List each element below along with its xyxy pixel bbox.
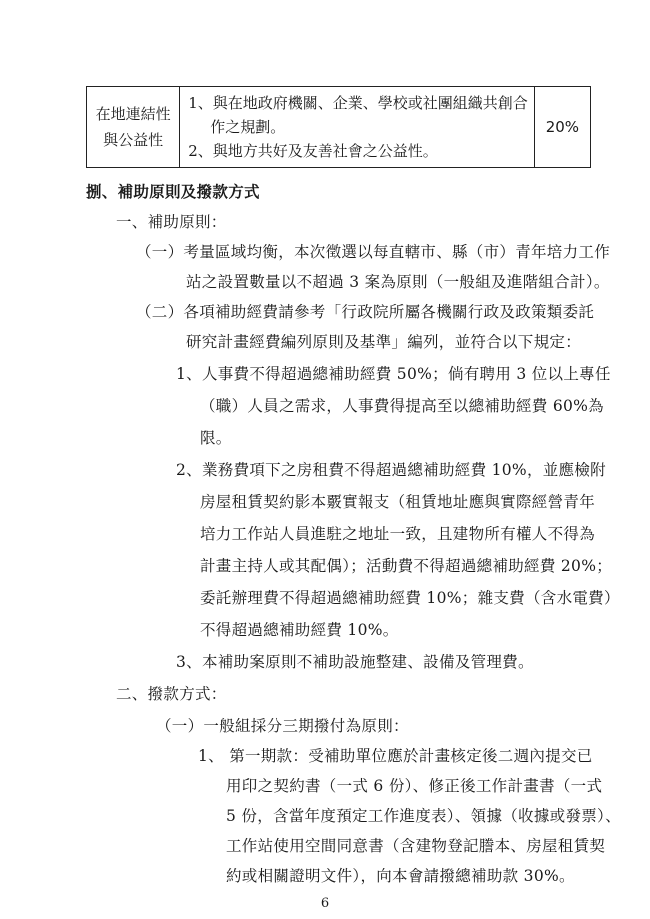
list-item: 委託辦理費不得超過總補助經費 10%；雜支費（含水電費） (200, 589, 620, 607)
paragraph-line: 站之設置數量以不超過 3 案為原則（一般組及進階組合計）。 (186, 273, 610, 291)
list-item: （職）人員之需求，人事費得提高至以總補助經費 60%為 (200, 397, 604, 415)
list-item: 限。 (200, 429, 232, 447)
table-row (87, 87, 591, 168)
paragraph-line: 研究計畫經費編列原則及基準」編列，並符合以下規定： (186, 333, 582, 351)
list-item: 5 份，含當年度預定工作進度表）、領據（收據或發票）、 (226, 807, 621, 825)
paragraph-line: （二）各項補助經費請參考「行政院所屬各機關行政及政策類委託 (136, 303, 595, 321)
list-item: 約或相關證明文件），向本會請撥總補助款 30%。 (226, 867, 575, 885)
subsection-title-subsidy-principles: 一、補助原則： (116, 213, 227, 231)
list-item: 計畫主持人或其配偶）；活動費不得超過總補助經費 20%； (200, 557, 613, 575)
list-item: 不得超過總補助經費 10%。 (200, 621, 399, 639)
criteria-desc-line2: 作之規劃。 (210, 118, 286, 136)
criteria-name-line1: 在地連結性 (95, 105, 171, 123)
paragraph-line: （一）考量區域均衡，本次徵選以每直轄市、縣（市）青年培力工作 (136, 243, 611, 261)
criteria-desc-line1: 1、與在地政府機關、企業、學校或社團組織共創合 (188, 94, 528, 112)
criteria-weight-cell: 20% (534, 87, 590, 168)
list-item: 1、 第一期款：受補助單位應於計畫核定後二週內提交已 (198, 747, 593, 765)
list-item: 用印之契約書（一式 6 份）、修正後工作計畫書（一式 (226, 777, 603, 795)
list-item: 工作站使用空間同意書（含建物登記謄本、房屋租賃契 (226, 837, 606, 855)
list-item: 房屋租賃契約影本覈實報支（租賃地址應與實際經營青年 (200, 493, 596, 511)
paragraph-line: （一）一般組採分三期撥付為原則： (156, 717, 409, 735)
criteria-desc-line3: 2、與地方共好及友善社會之公益性。 (188, 142, 438, 160)
criteria-table (86, 86, 591, 168)
list-item: 1、人事費不得超過總補助經費 50%；倘有聘用 3 位以上專任 (176, 365, 611, 383)
list-item: 培力工作站人員進駐之地址一致，且建物所有權人不得為 (200, 525, 596, 543)
list-item: 2、業務費項下之房租費不得超過總補助經費 10%，並應檢附 (176, 461, 606, 479)
list-item: 3、本補助案原則不補助設施整建、設備及管理費。 (176, 653, 534, 671)
page-number: 6 (320, 896, 330, 911)
criteria-name-line2: 與公益性 (103, 131, 164, 149)
subsection-title-disbursement: 二、撥款方式： (116, 685, 227, 703)
criteria-name-cell (87, 87, 180, 168)
criteria-description-cell (180, 87, 535, 168)
section-heading: 捌、補助原則及撥款方式 (86, 182, 260, 201)
